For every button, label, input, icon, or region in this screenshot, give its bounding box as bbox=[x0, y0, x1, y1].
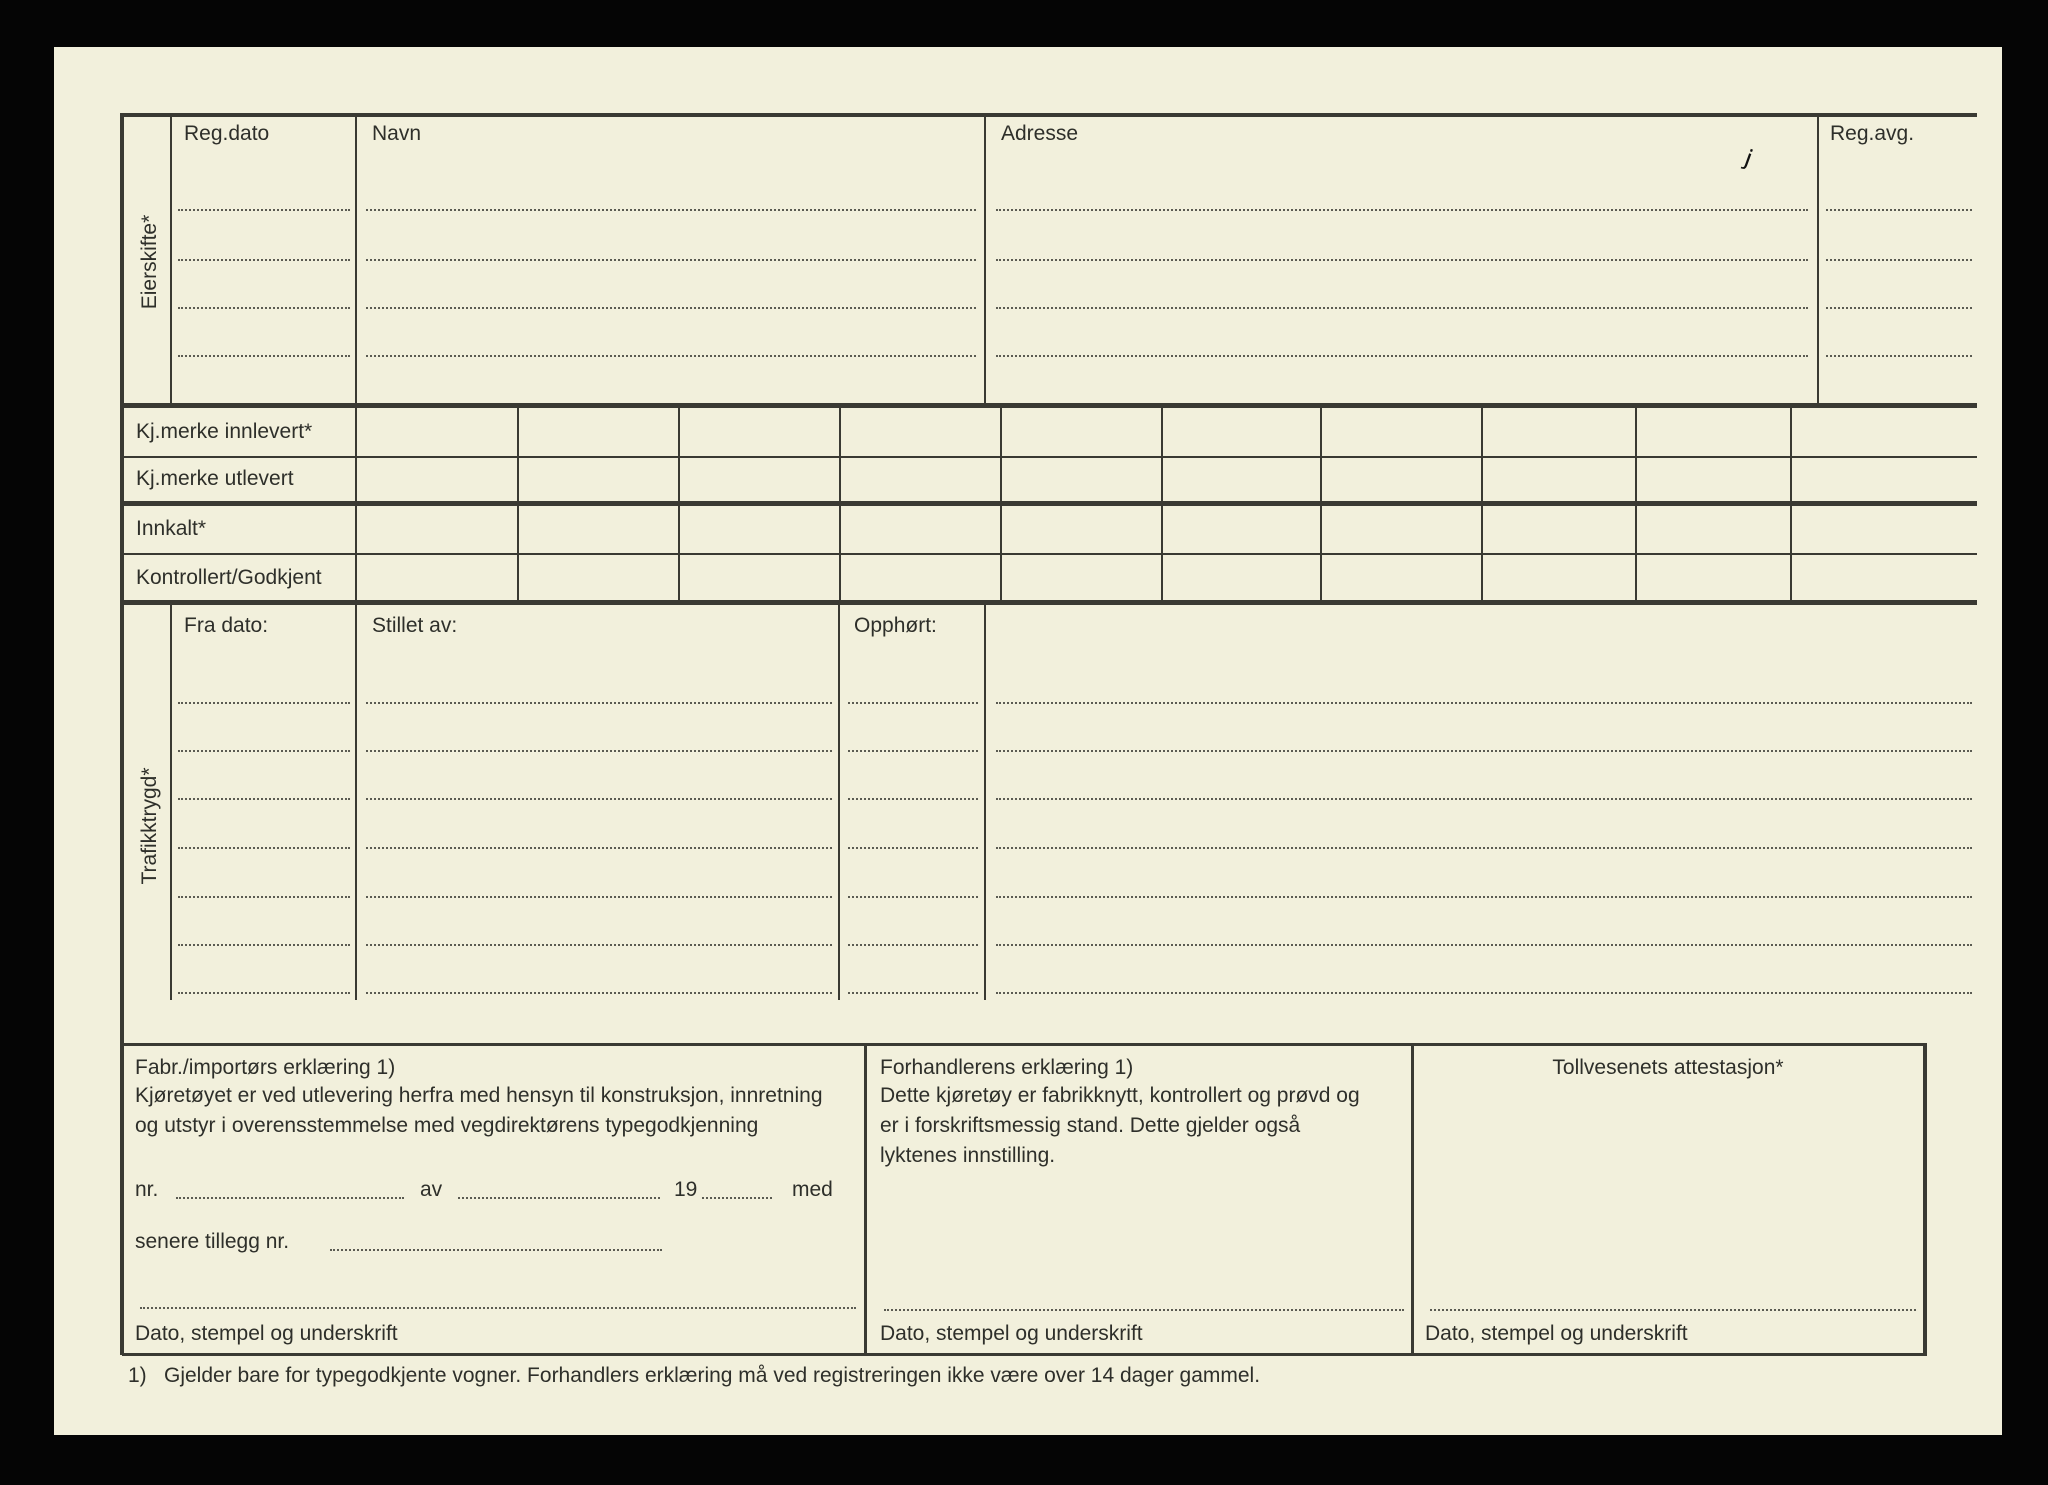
dotline bbox=[366, 209, 976, 211]
dotline bbox=[996, 847, 1972, 849]
dotline bbox=[178, 209, 350, 211]
dotline bbox=[366, 702, 832, 704]
label-stillet-av: Stillet av: bbox=[372, 614, 458, 637]
trygd-col4 bbox=[984, 604, 986, 1000]
fabr-body: Kjøretøyet er ved utlevering herfra med hensyn til konstruksjon, innretning og utstyr i overensstemmelse med vegdirektørens typegodkjenning bbox=[135, 1084, 823, 1137]
rule-declarations-top bbox=[122, 1043, 1927, 1046]
label-kj-innlevert: Kj.merke innlevert* bbox=[136, 420, 313, 443]
frame-top bbox=[121, 113, 1977, 117]
eierskifte-side-label: Eierskifte* bbox=[138, 214, 161, 310]
dotline bbox=[702, 1197, 772, 1199]
frame-left bbox=[120, 113, 124, 1355]
dotline bbox=[458, 1197, 660, 1199]
grid-col bbox=[1161, 407, 1163, 602]
dotline bbox=[366, 307, 976, 309]
fabr-senere: senere tillegg nr. bbox=[135, 1230, 290, 1253]
grid-col bbox=[1635, 407, 1637, 602]
ink-mark: ⱼ bbox=[1739, 131, 1762, 175]
dotline bbox=[1826, 307, 1972, 309]
eierskifte-col4 bbox=[1817, 115, 1819, 403]
dotline bbox=[366, 798, 832, 800]
rule-thick-2 bbox=[122, 501, 1977, 506]
trygd-col3 bbox=[838, 604, 840, 1000]
registration-card bbox=[54, 47, 2002, 1435]
label-kj-utlevert: Kj.merke utlevert bbox=[136, 467, 294, 490]
trygd-col1 bbox=[170, 604, 172, 1000]
dotline bbox=[996, 355, 1808, 357]
frame-right bbox=[1923, 1045, 1927, 1355]
dotline bbox=[366, 259, 976, 261]
label-fra-dato: Fra dato: bbox=[184, 614, 269, 637]
decl-col1 bbox=[864, 1045, 867, 1355]
dotline bbox=[996, 798, 1972, 800]
label-kontrollert: Kontrollert/Godkjent bbox=[136, 566, 322, 589]
dotline bbox=[178, 798, 350, 800]
grid-col bbox=[1000, 407, 1002, 602]
grid-col bbox=[1320, 407, 1322, 602]
dotline bbox=[178, 702, 350, 704]
dotline bbox=[366, 750, 832, 752]
eierskifte-col3 bbox=[984, 115, 986, 403]
col-regdato: Reg.dato bbox=[184, 122, 270, 145]
trygd-col2 bbox=[355, 604, 357, 1000]
rule-bottom bbox=[122, 1353, 1927, 1356]
dotline bbox=[366, 896, 832, 898]
dotline bbox=[178, 259, 350, 261]
grid-col bbox=[1790, 407, 1792, 602]
rule-thick-1 bbox=[122, 403, 1977, 408]
dotline bbox=[848, 992, 978, 994]
dotline bbox=[848, 896, 978, 898]
fabr-19: 19 bbox=[674, 1178, 698, 1201]
dotline bbox=[848, 847, 978, 849]
grid-row-line bbox=[122, 456, 1977, 458]
dotline bbox=[178, 896, 350, 898]
dotline bbox=[366, 992, 832, 994]
fabr-av: av bbox=[420, 1178, 443, 1201]
dotline bbox=[848, 798, 978, 800]
dotline bbox=[366, 355, 976, 357]
dotline bbox=[996, 702, 1972, 704]
dotline bbox=[996, 209, 1808, 211]
dotline bbox=[848, 750, 978, 752]
dotline bbox=[366, 847, 832, 849]
dotline bbox=[884, 1309, 1404, 1311]
dotline bbox=[848, 944, 978, 946]
col-navn: Navn bbox=[372, 122, 422, 145]
fabr-signature: Dato, stempel og underskrift bbox=[135, 1322, 398, 1345]
dotline bbox=[996, 992, 1972, 994]
footnote-number: 1) bbox=[128, 1364, 147, 1387]
dotline bbox=[330, 1249, 662, 1251]
grid-row-line bbox=[122, 553, 1977, 555]
toll-title: Tollvesenets attestasjon* bbox=[1552, 1056, 1784, 1079]
dotline bbox=[996, 944, 1972, 946]
dotline bbox=[178, 847, 350, 849]
forhandler-title: Forhandlerens erklæring 1) bbox=[880, 1056, 1134, 1079]
dotline bbox=[996, 896, 1972, 898]
dotline bbox=[178, 355, 350, 357]
forhandler-signature: Dato, stempel og underskrift bbox=[880, 1322, 1143, 1345]
grid-col bbox=[517, 407, 519, 602]
eierskifte-col1 bbox=[170, 115, 172, 403]
forhandler-body: Dette kjøretøy er fabrikknytt, kontrollert og prøvd og er i forskriftsmessig stand. Dette gjelder også lyktenes innstilling. bbox=[880, 1084, 1360, 1167]
dotline bbox=[1826, 209, 1972, 211]
dotline bbox=[848, 702, 978, 704]
dotline bbox=[140, 1307, 856, 1309]
dotline bbox=[1430, 1309, 1916, 1311]
label-opphort: Opphørt: bbox=[854, 614, 937, 637]
grid-col bbox=[1481, 407, 1483, 602]
dotline bbox=[996, 259, 1808, 261]
fabr-nr: nr. bbox=[135, 1178, 159, 1201]
grid-col bbox=[355, 407, 357, 602]
dotline bbox=[366, 944, 832, 946]
dotline bbox=[1826, 259, 1972, 261]
rule-thick-3 bbox=[122, 600, 1977, 605]
fabr-title: Fabr./importørs erklæring 1) bbox=[135, 1056, 396, 1079]
grid-col bbox=[839, 407, 841, 602]
label-innkalt: Innkalt* bbox=[136, 517, 207, 540]
dotline bbox=[996, 750, 1972, 752]
footnote-text: Gjelder bare for typegodkjente vogner. Forhandlers erklæring må ved registreringen ikke være over 14 dager gammel. bbox=[164, 1364, 1261, 1387]
dotline bbox=[178, 307, 350, 309]
col-regavg: Reg.avg. bbox=[1830, 122, 1915, 145]
col-adresse: Adresse bbox=[1001, 122, 1079, 145]
dotline bbox=[178, 944, 350, 946]
dotline bbox=[176, 1197, 404, 1199]
toll-signature: Dato, stempel og underskrift bbox=[1425, 1322, 1688, 1345]
dotline bbox=[996, 307, 1808, 309]
trafikktrygd-side-label: Trafikktrygd* bbox=[138, 767, 161, 885]
dotline bbox=[1826, 355, 1972, 357]
dotline bbox=[178, 992, 350, 994]
eierskifte-col2 bbox=[355, 115, 357, 403]
grid-col bbox=[678, 407, 680, 602]
decl-col2 bbox=[1411, 1045, 1414, 1355]
fabr-med: med bbox=[792, 1178, 833, 1201]
dotline bbox=[178, 750, 350, 752]
